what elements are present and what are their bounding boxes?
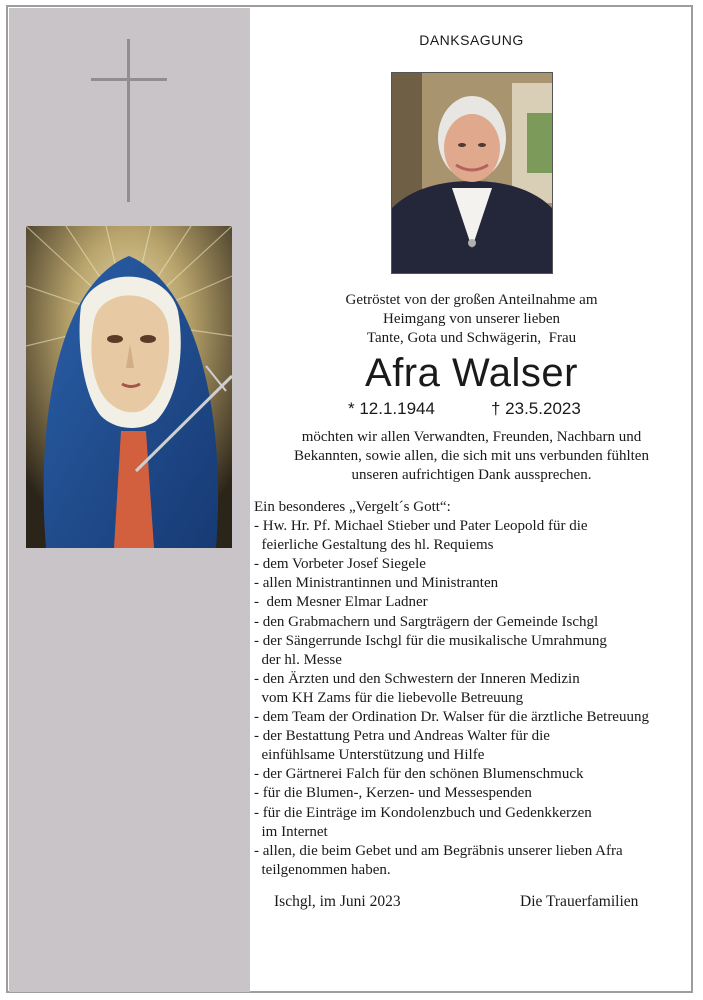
list-item: - dem Vorbeter Josef Siegele: [254, 556, 426, 573]
list-item: - Hw. Hr. Pf. Michael Stieber und Pater Leopold für die: [254, 518, 588, 535]
death-date: † 23.5.2023: [491, 399, 581, 418]
signature: Die Trauerfamilien: [520, 893, 639, 910]
list-item: - dem Mesner Elmar Ladner: [254, 594, 428, 611]
intro-line: Heimgang von unserer lieben: [382, 311, 561, 327]
list-item: - der Sängerrunde Ischgl für die musikalische Umrahmung: [254, 632, 607, 649]
list-item: - der Gärtnerei Falch für den schönen Blumenschmuck: [254, 766, 584, 783]
portrait-photo: [391, 72, 553, 274]
page-heading: DANKSAGUNG: [419, 32, 524, 48]
list-item: - allen, die beim Gebet und am Begräbnis unserer lieben Afra: [254, 842, 623, 859]
special-thanks-list: [254, 498, 690, 880]
birth-date: * 12.1.1944: [348, 399, 435, 418]
list-item: teilgenommen haben.: [254, 861, 391, 878]
cross-icon-bar: [91, 78, 167, 81]
list-item: - allen Ministrantinnen und Ministranten: [254, 575, 499, 592]
intro-text: [250, 291, 693, 348]
thanks-line: Bekannten, sowie allen, die sich mit uns verbunden fühlten: [294, 448, 649, 464]
list-item: - den Ärzten und den Schwestern der Inneren Medizin: [254, 670, 580, 687]
thanks-line: unseren aufrichtigen Dank aussprechen.: [351, 467, 592, 483]
list-item: - für die Einträge im Kondolenzbuch und Gedenkkerzen: [254, 804, 592, 821]
list-item: - dem Team der Ordination Dr. Walser für die ärztliche Betreuung: [254, 709, 649, 726]
list-item: einfühlsame Unterstützung und Hilfe: [254, 747, 485, 764]
deceased-name: Afra Walser: [365, 351, 578, 395]
thanks-text: [250, 428, 693, 485]
cross-icon: [127, 39, 130, 202]
list-item: der hl. Messe: [254, 651, 342, 668]
list-item: feierliche Gestaltung des hl. Requiems: [254, 537, 494, 554]
place-date: Ischgl, im Juni 2023: [274, 893, 401, 910]
intro-line: Tante, Gota und Schwägerin, Frau: [366, 330, 577, 346]
list-item: - den Grabmachern und Sargträgern der Gemeinde Ischgl: [254, 613, 599, 630]
list-item: - der Bestattung Petra und Andreas Walter für die: [254, 728, 550, 745]
list-item: im Internet: [254, 823, 328, 840]
madonna-painting: [26, 226, 232, 548]
special-thanks-heading: Ein besonderes „Vergelt´s Gott“:: [254, 499, 451, 515]
intro-line: Getröstet von der großen Anteilnahme am: [345, 292, 598, 308]
list-item: vom KH Zams für die liebevolle Betreuung: [254, 689, 524, 706]
list-item: - für die Blumen-, Kerzen- und Messespenden: [254, 785, 532, 802]
thanks-line: möchten wir allen Verwandten, Freunden, Nachbarn und: [301, 429, 642, 445]
